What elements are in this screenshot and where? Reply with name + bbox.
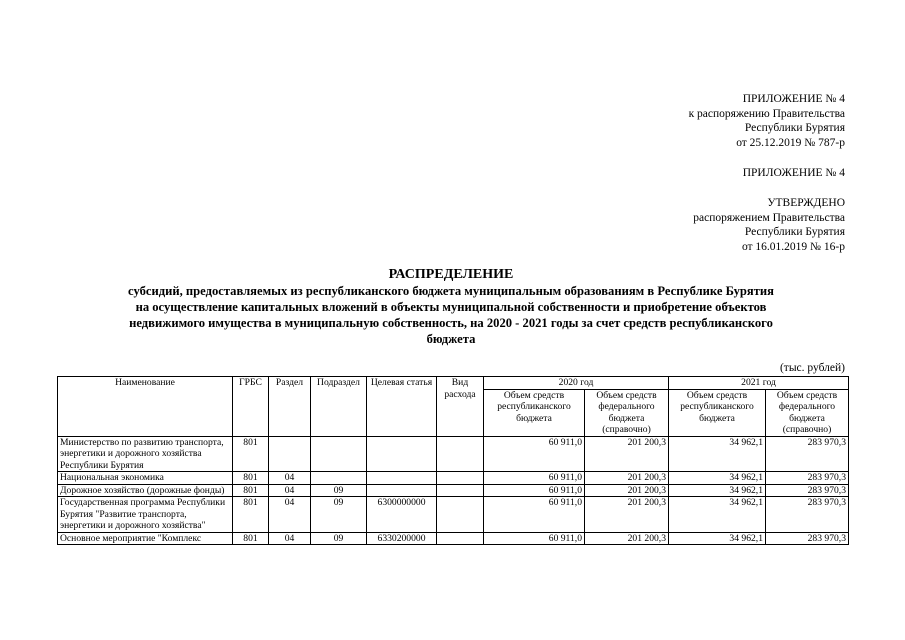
cell-federal-2021: 283 970,3 xyxy=(766,532,849,545)
cell-target xyxy=(367,436,437,472)
cell-republic-2021: 34 962,1 xyxy=(669,484,766,497)
title-subtitle-line: на осуществление капитальных вложений в объекты муниципальной собственности и приобретение объектов xyxy=(135,300,767,314)
document-title xyxy=(40,266,862,347)
cell-republic-2020: 60 911,0 xyxy=(484,532,585,545)
approval-line: Республики Бурятия xyxy=(744,226,845,238)
appendix-block xyxy=(689,92,845,150)
cell-section: 04 xyxy=(269,472,311,485)
table-row xyxy=(58,497,849,533)
header-grbs: ГРБС xyxy=(233,377,269,437)
header-expense-type: Вид расхода xyxy=(437,377,484,437)
cell-name: Дорожное хозяйство (дорожные фонды) xyxy=(58,484,233,497)
cell-federal-2021: 283 970,3 xyxy=(766,436,849,472)
cell-subsection: 09 xyxy=(311,484,367,497)
cell-federal-2020: 201 200,3 xyxy=(585,484,669,497)
table-row xyxy=(58,472,849,485)
appendix-line: к распоряжению Правительства xyxy=(688,107,845,120)
cell-republic-2020: 60 911,0 xyxy=(484,497,585,533)
cell-name: Государственная программа Республики Бурятия "Развитие транспорта, энергетики и дорожного хозяйства" xyxy=(58,497,233,533)
cell-grbs: 801 xyxy=(233,472,269,485)
cell-expense-type xyxy=(437,436,484,472)
header-federal-2021: Объем средств федерального бюджета (справочно) xyxy=(766,389,849,436)
appendix-line: ПРИЛОЖЕНИЕ № 4 xyxy=(742,93,845,105)
cell-target: 6330200000 xyxy=(367,532,437,545)
cell-grbs: 801 xyxy=(233,436,269,472)
header-year-2021: 2021 год xyxy=(669,377,849,390)
appendix-block-2 xyxy=(743,166,845,181)
cell-subsection xyxy=(311,472,367,485)
approval-line: распоряжением Правительства xyxy=(693,211,845,224)
cell-federal-2021: 283 970,3 xyxy=(766,472,849,485)
header-target: Целевая статья xyxy=(367,377,437,437)
approval-line: УТВЕРЖДЕНО xyxy=(767,197,845,209)
cell-section xyxy=(269,436,311,472)
cell-federal-2021: 283 970,3 xyxy=(766,497,849,533)
appendix-line: ПРИЛОЖЕНИЕ № 4 xyxy=(742,167,845,179)
title-subtitle-line: недвижимого имущества в муниципальную собственность, на 2020 - 2021 годы за счет средств республиканского xyxy=(129,316,773,330)
title-main: РАСПРЕДЕЛЕНИЕ xyxy=(388,267,514,282)
cell-target xyxy=(367,484,437,497)
cell-grbs: 801 xyxy=(233,532,269,545)
cell-subsection: 09 xyxy=(311,497,367,533)
cell-grbs: 801 xyxy=(233,497,269,533)
approval-block xyxy=(693,196,845,254)
cell-name: Национальная экономика xyxy=(58,472,233,485)
cell-section: 04 xyxy=(269,484,311,497)
cell-expense-type xyxy=(437,484,484,497)
header-name: Наименование xyxy=(58,377,233,437)
cell-target xyxy=(367,472,437,485)
cell-subsection xyxy=(311,436,367,472)
header-section: Раздел xyxy=(269,377,311,437)
title-subtitle-line: субсидий, предоставляемых из республиканского бюджета муниципальным образованиям в Республике Бурятия xyxy=(128,284,774,298)
cell-section: 04 xyxy=(269,532,311,545)
cell-grbs: 801 xyxy=(233,484,269,497)
cell-republic-2020: 60 911,0 xyxy=(484,472,585,485)
subsidy-table xyxy=(57,376,849,545)
cell-republic-2021: 34 962,1 xyxy=(669,497,766,533)
cell-republic-2021: 34 962,1 xyxy=(669,436,766,472)
cell-name: Основное мероприятие "Комплекс xyxy=(58,532,233,545)
cell-republic-2021: 34 962,1 xyxy=(669,532,766,545)
cell-name: Министерство по развитию транспорта, энергетики и дорожного хозяйства Республики Бурятия xyxy=(58,436,233,472)
cell-republic-2020: 60 911,0 xyxy=(484,436,585,472)
header-republic-2020: Объем средств республиканского бюджета xyxy=(484,389,585,436)
cell-federal-2020: 201 200,3 xyxy=(585,497,669,533)
header-subsection: Подраздел xyxy=(311,377,367,437)
header-federal-2020: Объем средств федерального бюджета (справочно) xyxy=(585,389,669,436)
cell-federal-2020: 201 200,3 xyxy=(585,436,669,472)
appendix-line: от 25.12.2019 № 787-р xyxy=(736,136,845,149)
cell-federal-2021: 283 970,3 xyxy=(766,484,849,497)
table-row xyxy=(58,532,849,545)
cell-expense-type xyxy=(437,532,484,545)
header-year-2020: 2020 год xyxy=(484,377,669,390)
cell-republic-2020: 60 911,0 xyxy=(484,484,585,497)
cell-expense-type xyxy=(437,497,484,533)
cell-section: 04 xyxy=(269,497,311,533)
table-row xyxy=(58,436,849,472)
approval-line: от 16.01.2019 № 16-р xyxy=(741,240,845,253)
title-subtitle-line: бюджета xyxy=(426,332,476,346)
cell-expense-type xyxy=(437,472,484,485)
header-republic-2021: Объем средств республиканского бюджета xyxy=(669,389,766,436)
appendix-line: Республики Бурятия xyxy=(744,122,845,134)
cell-target: 6300000000 xyxy=(367,497,437,533)
units-label: (тыс. рублей) xyxy=(779,362,845,374)
cell-subsection: 09 xyxy=(311,532,367,545)
cell-federal-2020: 201 200,3 xyxy=(585,472,669,485)
cell-republic-2021: 34 962,1 xyxy=(669,472,766,485)
cell-federal-2020: 201 200,3 xyxy=(585,532,669,545)
table-row xyxy=(58,484,849,497)
